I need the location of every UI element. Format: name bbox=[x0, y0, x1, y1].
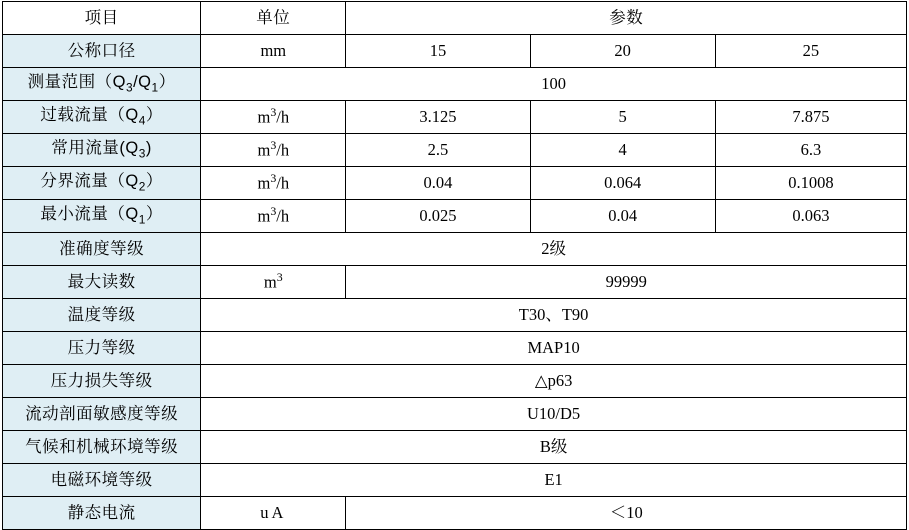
table-row bbox=[3, 266, 907, 299]
table-row bbox=[3, 200, 907, 233]
row-value: 4 bbox=[530, 134, 715, 167]
row-label: 气候和机械环境等级 bbox=[3, 431, 201, 464]
row-value: 6.3 bbox=[715, 134, 906, 167]
row-unit: $m^3/h$ bbox=[201, 134, 346, 167]
row-value: 20 bbox=[530, 35, 715, 68]
row-value: 0.04 bbox=[530, 200, 715, 233]
table-row bbox=[3, 134, 907, 167]
spec-table-container bbox=[0, 1, 909, 522]
row-label: 分界流量$(Q_2)$ bbox=[3, 167, 201, 200]
row-value: 25 bbox=[715, 35, 906, 68]
row-value-merged: U10/D5 bbox=[201, 398, 907, 431]
row-value: 5 bbox=[530, 101, 715, 134]
row-unit: mm bbox=[201, 35, 346, 68]
table-row bbox=[3, 431, 907, 464]
table-row bbox=[3, 167, 907, 200]
table-row bbox=[3, 398, 907, 431]
row-value-merged: 99999 bbox=[346, 266, 907, 299]
table-row bbox=[3, 68, 907, 101]
row-value: 0.064 bbox=[530, 167, 715, 200]
row-label: 电磁环境等级 bbox=[3, 464, 201, 497]
row-label: 压力损失等级 bbox=[3, 365, 201, 398]
row-value-merged: MAP10 bbox=[201, 332, 907, 365]
row-label: 测量范围$(Q_3/Q_1)$ bbox=[3, 68, 201, 101]
row-label: 公称口径 bbox=[3, 35, 201, 68]
row-value: 2.5 bbox=[346, 134, 530, 167]
table-row bbox=[3, 233, 907, 266]
row-label: 最大读数 bbox=[3, 266, 201, 299]
row-label: 准确度等级 bbox=[3, 233, 201, 266]
row-value: 0.04 bbox=[346, 167, 530, 200]
row-value: 7.875 bbox=[715, 101, 906, 134]
row-unit: $m^3/h$ bbox=[201, 200, 346, 233]
specification-table bbox=[2, 1, 907, 530]
table-row bbox=[3, 35, 907, 68]
row-label: 流动剖面敏感度等级 bbox=[3, 398, 201, 431]
row-value-merged: E1 bbox=[201, 464, 907, 497]
row-label: 温度等级 bbox=[3, 299, 201, 332]
row-value: 15 bbox=[346, 35, 530, 68]
table-row bbox=[3, 101, 907, 134]
table-row bbox=[3, 464, 907, 497]
header-unit: 单位 bbox=[201, 2, 346, 35]
row-unit: $m^3$ bbox=[201, 266, 346, 299]
table-row bbox=[3, 332, 907, 365]
row-label: 最小流量$(Q_1)$ bbox=[3, 200, 201, 233]
header-parameter: 参数 bbox=[346, 2, 907, 35]
row-label: 常用流量$(Q_3)$ bbox=[3, 134, 201, 167]
row-unit: uA bbox=[201, 497, 346, 530]
row-value-merged: 100 bbox=[201, 68, 907, 101]
table-header-row bbox=[3, 2, 907, 35]
header-item: 项目 bbox=[3, 2, 201, 35]
row-label: 静态电流 bbox=[3, 497, 201, 530]
row-value: 0.063 bbox=[715, 200, 906, 233]
row-label: 过载流量$(Q_4)$ bbox=[3, 101, 201, 134]
row-value-merged: T30、T90 bbox=[201, 299, 907, 332]
row-label: 压力等级 bbox=[3, 332, 201, 365]
row-value: 3.125 bbox=[346, 101, 530, 134]
row-value-merged: ＜10 bbox=[346, 497, 907, 530]
row-value: 0.1008 bbox=[715, 167, 906, 200]
row-value-merged: B级 bbox=[201, 431, 907, 464]
table-row bbox=[3, 365, 907, 398]
row-unit: $m^3/h$ bbox=[201, 167, 346, 200]
row-value-merged: △p63 bbox=[201, 365, 907, 398]
row-value: 0.025 bbox=[346, 200, 530, 233]
table-row bbox=[3, 497, 907, 530]
row-value-merged: 2级 bbox=[201, 233, 907, 266]
row-unit: $m^3/h$ bbox=[201, 101, 346, 134]
table-row bbox=[3, 299, 907, 332]
